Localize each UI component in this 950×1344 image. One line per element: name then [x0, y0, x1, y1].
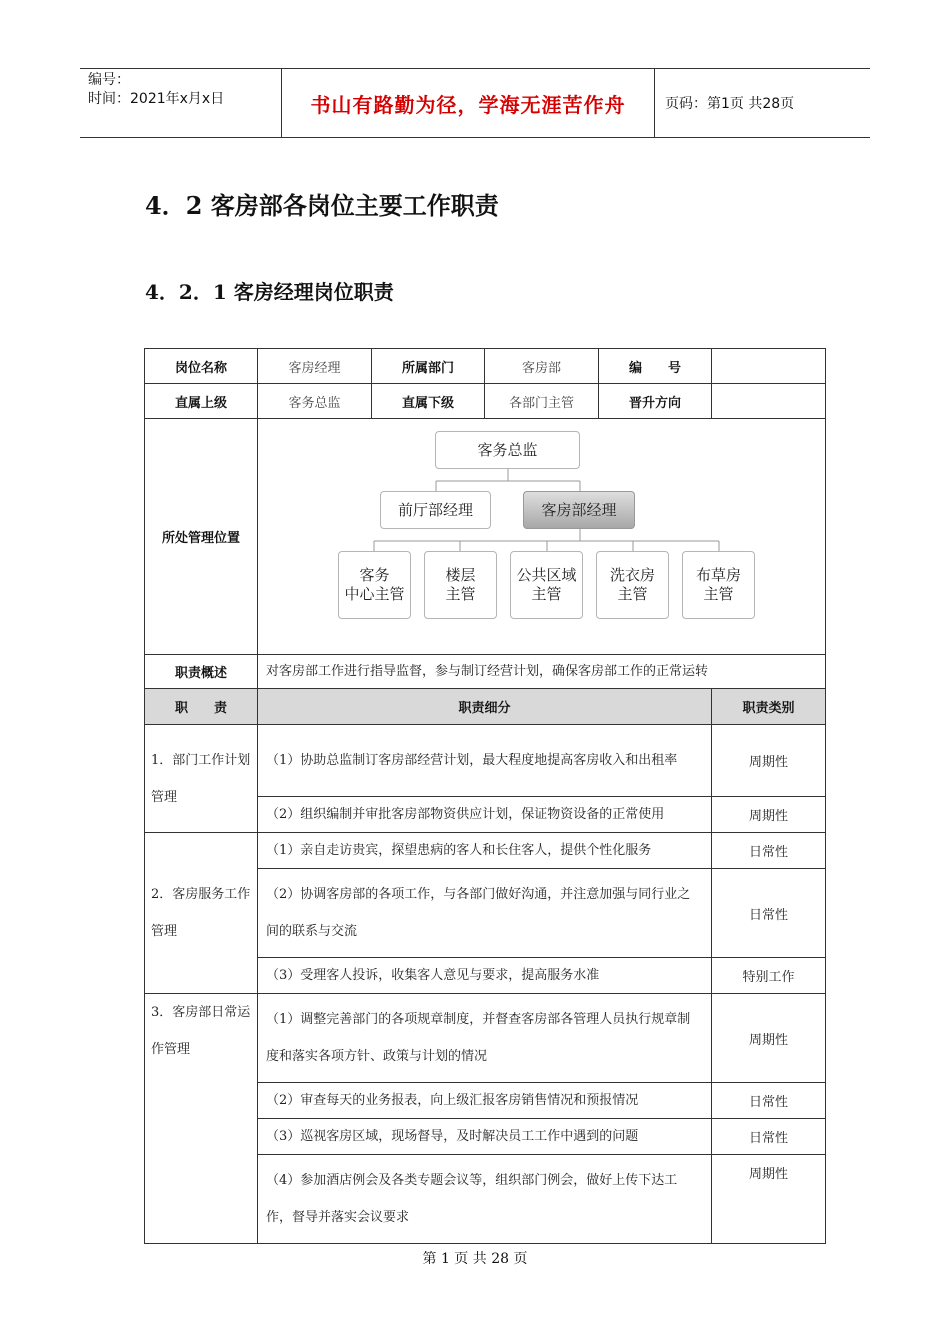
duty-item-category: 日常性 [712, 833, 826, 869]
org-box-text: 主管 [445, 585, 476, 603]
org-box-text: 主管 [617, 585, 648, 603]
page-footer: 第 1 页 共 28 页 [422, 1251, 528, 1267]
org-label: 所处管理位置 [145, 419, 258, 655]
org-connector-level2 [436, 469, 580, 491]
org-box-text: 洗衣房 [609, 566, 655, 584]
code-label: 编 号 [599, 349, 712, 384]
subsection-title: 4．2．1 客房经理岗位职责 [145, 280, 394, 304]
duty-item-text: （3）巡视客房区域，现场督导，及时解决员工工作中遇到的问题 [258, 1119, 712, 1155]
duty-title: 1．部门工作计划管理 [145, 725, 258, 833]
org-row [145, 419, 826, 655]
org-box-text: 中心主管 [344, 585, 405, 603]
duty-item-text: （2）审查每天的业务报表，向上级汇报客房销售情况和预报情况 [258, 1083, 712, 1119]
header-time-label: 时间：2021年x月x日 [88, 91, 225, 107]
duty-item-category: 特别工作 [712, 958, 826, 994]
org-box-public-area-supervisor [510, 551, 583, 619]
summary-label: 职责概述 [145, 655, 258, 689]
department-label: 所属部门 [372, 349, 485, 384]
promotion-value [712, 384, 826, 419]
table-row [145, 725, 826, 797]
org-box-text: 主管 [703, 585, 734, 603]
org-chart [258, 419, 826, 655]
summary-text: 对客房部工作进行指导监督，参与制订经营计划，确保客房部工作的正常运转 [258, 655, 826, 689]
info-row-2 [145, 384, 826, 419]
page-header [80, 68, 870, 138]
org-box-top: 客务总监 [435, 431, 580, 469]
table-row [145, 994, 826, 1083]
header-motto: 书山有路勤为径，学海无涯苦作舟 [282, 69, 655, 137]
superior-label: 直属上级 [145, 384, 258, 419]
org-box-text: 布草房 [695, 566, 741, 584]
section-title: 4．2 客房部各岗位主要工作职责 [145, 191, 499, 220]
duty-item-category: 周期性 [712, 994, 826, 1083]
duty-item-text: （4）参加酒店例会及各类专题会议等，组织部门例会，做好上传下达工作，督导并落实会议要求 [258, 1155, 712, 1244]
duty-item-category: 周期性 [712, 1155, 826, 1244]
header-code-label: 编号： [88, 72, 130, 88]
department-value: 客房部 [485, 349, 599, 384]
duties-header-row [145, 689, 826, 725]
position-name-label: 岗位名称 [145, 349, 258, 384]
duty-item-category: 周期性 [712, 797, 826, 833]
duty-item-category: 日常性 [712, 869, 826, 958]
org-box-guest-service-supervisor [338, 551, 411, 619]
header-meta [80, 69, 282, 137]
position-name-value: 客房经理 [258, 349, 372, 384]
info-row-1 [145, 349, 826, 384]
duty-title: 2．客房服务工作管理 [145, 833, 258, 994]
table-row [145, 833, 826, 869]
superior-value: 客务总监 [258, 384, 372, 419]
code-value [712, 349, 826, 384]
duty-item-text: （1）协助总监制订客房部经营计划，最大程度地提高客房收入和出租率 [258, 725, 712, 797]
org-box-laundry-supervisor [596, 551, 669, 619]
org-box-linen-supervisor [682, 551, 755, 619]
duty-item-category: 日常性 [712, 1083, 826, 1119]
org-box-text: 公共区域 [516, 566, 577, 584]
job-description-table [144, 348, 826, 1244]
subordinate-value: 各部门主管 [485, 384, 599, 419]
duties-col-header-detail: 职责细分 [258, 689, 712, 725]
promotion-label: 晋升方向 [599, 384, 712, 419]
duty-item-text: （2）组织编制并审批客房部物资供应计划，保证物资设备的正常使用 [258, 797, 712, 833]
summary-row [145, 655, 826, 689]
duty-item-category: 周期性 [712, 725, 826, 797]
duty-item-text: （1）亲自走访贵宾，探望患病的客人和长住客人，提供个性化服务 [258, 833, 712, 869]
org-box-text: 客务 [359, 566, 390, 584]
header-page-info: 页码：第1页 共28页 [665, 96, 795, 112]
subordinate-label: 直属下级 [372, 384, 485, 419]
duty-item-category: 日常性 [712, 1119, 826, 1155]
org-box-floor-supervisor [424, 551, 497, 619]
duty-item-text: （1）调整完善部门的各项规章制度，并督查客房部各管理人员执行规章制度和落实各项方针、政策与计划的情况 [258, 994, 712, 1083]
org-box-text: 楼层 [445, 566, 476, 584]
org-box-front-office-manager: 前厅部经理 [380, 491, 491, 529]
duty-title: 3．客房部日常运作管理 [145, 994, 258, 1244]
org-box-text: 主管 [531, 585, 562, 603]
duty-item-text: （2）协调客房部的各项工作，与各部门做好沟通，并注意加强与同行业之间的联系与交流 [258, 869, 712, 958]
duties-col-header-category: 职责类别 [712, 689, 826, 725]
duty-item-text: （3）受理客人投诉，收集客人意见与要求，提高服务水准 [258, 958, 712, 994]
org-connector-level3 [374, 529, 719, 551]
org-box-housekeeping-manager: 客房部经理 [523, 491, 635, 529]
duties-col-header-duty: 职 责 [145, 689, 258, 725]
